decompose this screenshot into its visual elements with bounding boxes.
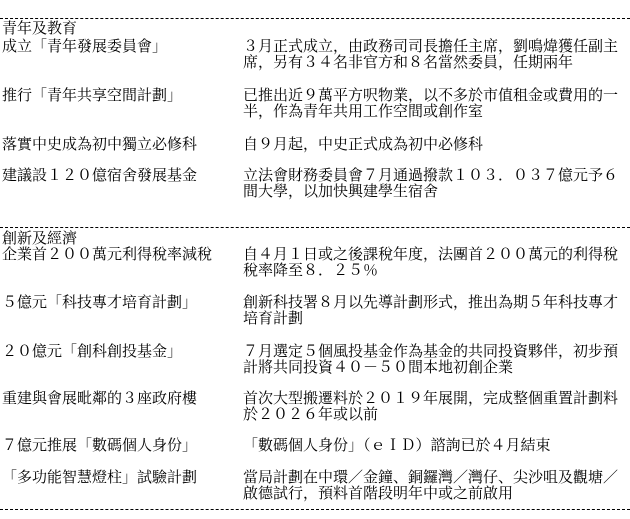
row-item: ２０億元「創科創投基金」	[2, 342, 183, 360]
row-item: 成立「青年發展委員會」	[2, 37, 168, 55]
row-detail: 首次大型搬遷料於２０１９年展開，完成整個重置計劃料於２０２６年或以前	[243, 389, 619, 423]
section-title-innovation-economy: 創新及經濟	[2, 229, 78, 247]
row-detail: 當局計劃在中環／金鐘、銅鑼灣／灣仔、尖沙咀及觀塘／啟德試行，預料首階段明年中或之前啟用	[243, 468, 619, 502]
row-item: 推行「青年共享空間計劃」	[2, 86, 183, 104]
row-item: 落實中史成為初中獨立必修科	[2, 135, 198, 153]
section-dashed-rule	[0, 227, 630, 228]
row-item: 重建與會展毗鄰的３座政府樓	[2, 389, 198, 407]
row-detail: 自９月起，中史正式成為初中必修科	[243, 135, 484, 153]
section-title-youth-education: 青年及教育	[2, 19, 78, 37]
row-detail: 立法會財務委員會７月通過撥款１０３．０３７億元予６間大學，以加快興建學生宿舍	[243, 166, 619, 200]
row-item: 建議設１２０億宿舍發展基金	[2, 166, 198, 184]
row-detail: 自４月１日或之後課稅年度，法團首２００萬元的利得稅稅率降至８．２５％	[243, 245, 619, 279]
row-item: ７億元推展「數碼個人身份」	[2, 436, 198, 454]
row-detail: 創新科技署８月以先導計劃形式，推出為期５年科技專才培育計劃	[243, 293, 619, 327]
row-detail: 「數碼個人身份」（ｅＩＤ）諮詢已於４月結束	[243, 436, 551, 454]
row-detail: ７月選定５個風投基金作為基金的共同投資夥伴，初步預計將共同投資４０－５０間本地初創企業	[243, 342, 619, 376]
row-item: 「多功能智慧燈柱」試驗計劃	[2, 468, 198, 486]
bottom-dashed-rule	[0, 509, 630, 510]
top-dashed-rule	[0, 18, 630, 19]
row-item: 企業首２００萬元利得稅率減稅	[2, 245, 213, 263]
row-item: ５億元「科技專才培育計劃」	[2, 293, 198, 311]
row-detail: 已推出近９萬平方呎物業，以不多於市值租金或費用的一半，作為青年共用工作空間或創作室	[243, 86, 619, 120]
row-detail: ３月正式成立，由政務司司長擔任主席，劉鳴煒獲任副主席，另有３４名非官方和８名當然委員，任期兩年	[243, 37, 619, 71]
